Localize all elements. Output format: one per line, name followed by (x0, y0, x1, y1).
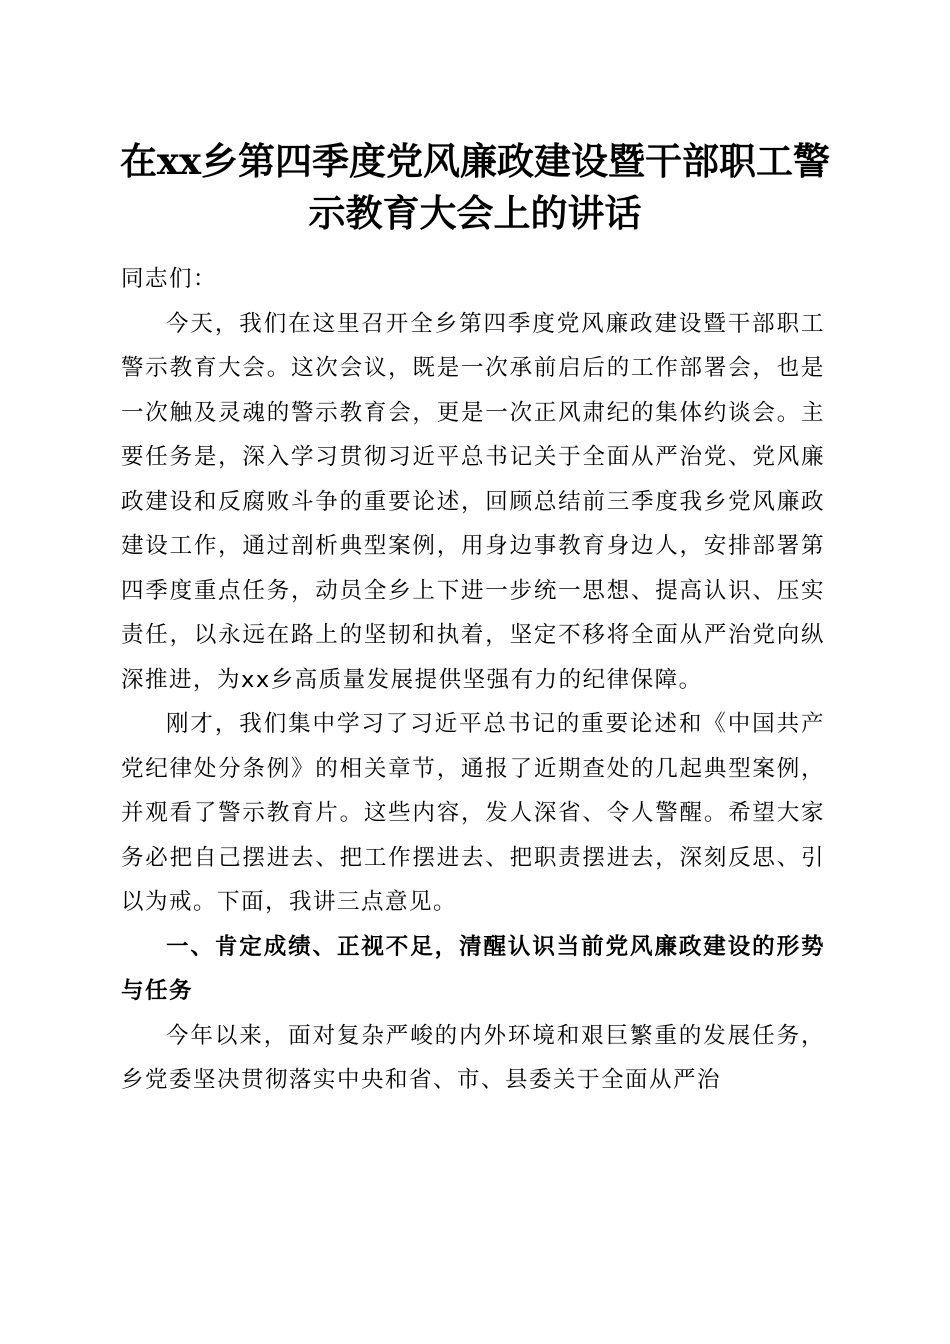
document-title: 在xx乡第四季度党风廉政建设暨干部职工警示教育大会上的讲话 (119, 139, 831, 235)
paragraph-review: 刚才，我们集中学习了习近平总书记的重要论述和《中国共产党纪律处分条例》的相关章节，通报了近期查处的几起典型案例，并观看了警示教育片。这些内容，发人深省、令人警醒。希望大家务必把自己摆进去、把工作摆进去、把职责摆进去，深刻反思、引以为戒。下面，我讲三点意见。 (121, 711, 825, 915)
section-paragraph: 今年以来，面对复杂严峻的内外环境和艰巨繁重的发展任务，乡党委坚决贯彻落实中央和省、市、县委关于全面从严治 (121, 1022, 825, 1093)
section-heading: 一、肯定成绩、正视不足，清醒认识当前党风廉政建设的形势与任务 (121, 933, 825, 1004)
paragraph-intro: 今天，我们在这里召开全乡第四季度党风廉政建设暨干部职工警示教育大会。这次会议，既是一次承前启后的工作部署会，也是一次触及灵魂的警示教育会，更是一次正风肃纪的集体约谈会。主要任务是，深入学习贯彻习近平总书记关于全面从严治党、党风廉政建设和反腐败斗争的重要论述，回顾总结前三季度我乡党风廉政建设工作，通过剖析典型案例，用身边事教育身边人，安排部署第四季度重点任务，动员全乡上下进一步统一思想、提高认识、压实责任，以永远在路上的坚韧和执着，坚定不移将全面从严治党向纵深推进，为xx乡高质量发展提供坚强有力的纪律保障。 (121, 310, 825, 693)
salutation: 同志们： (121, 266, 218, 292)
document-body (121, 257, 825, 1103)
